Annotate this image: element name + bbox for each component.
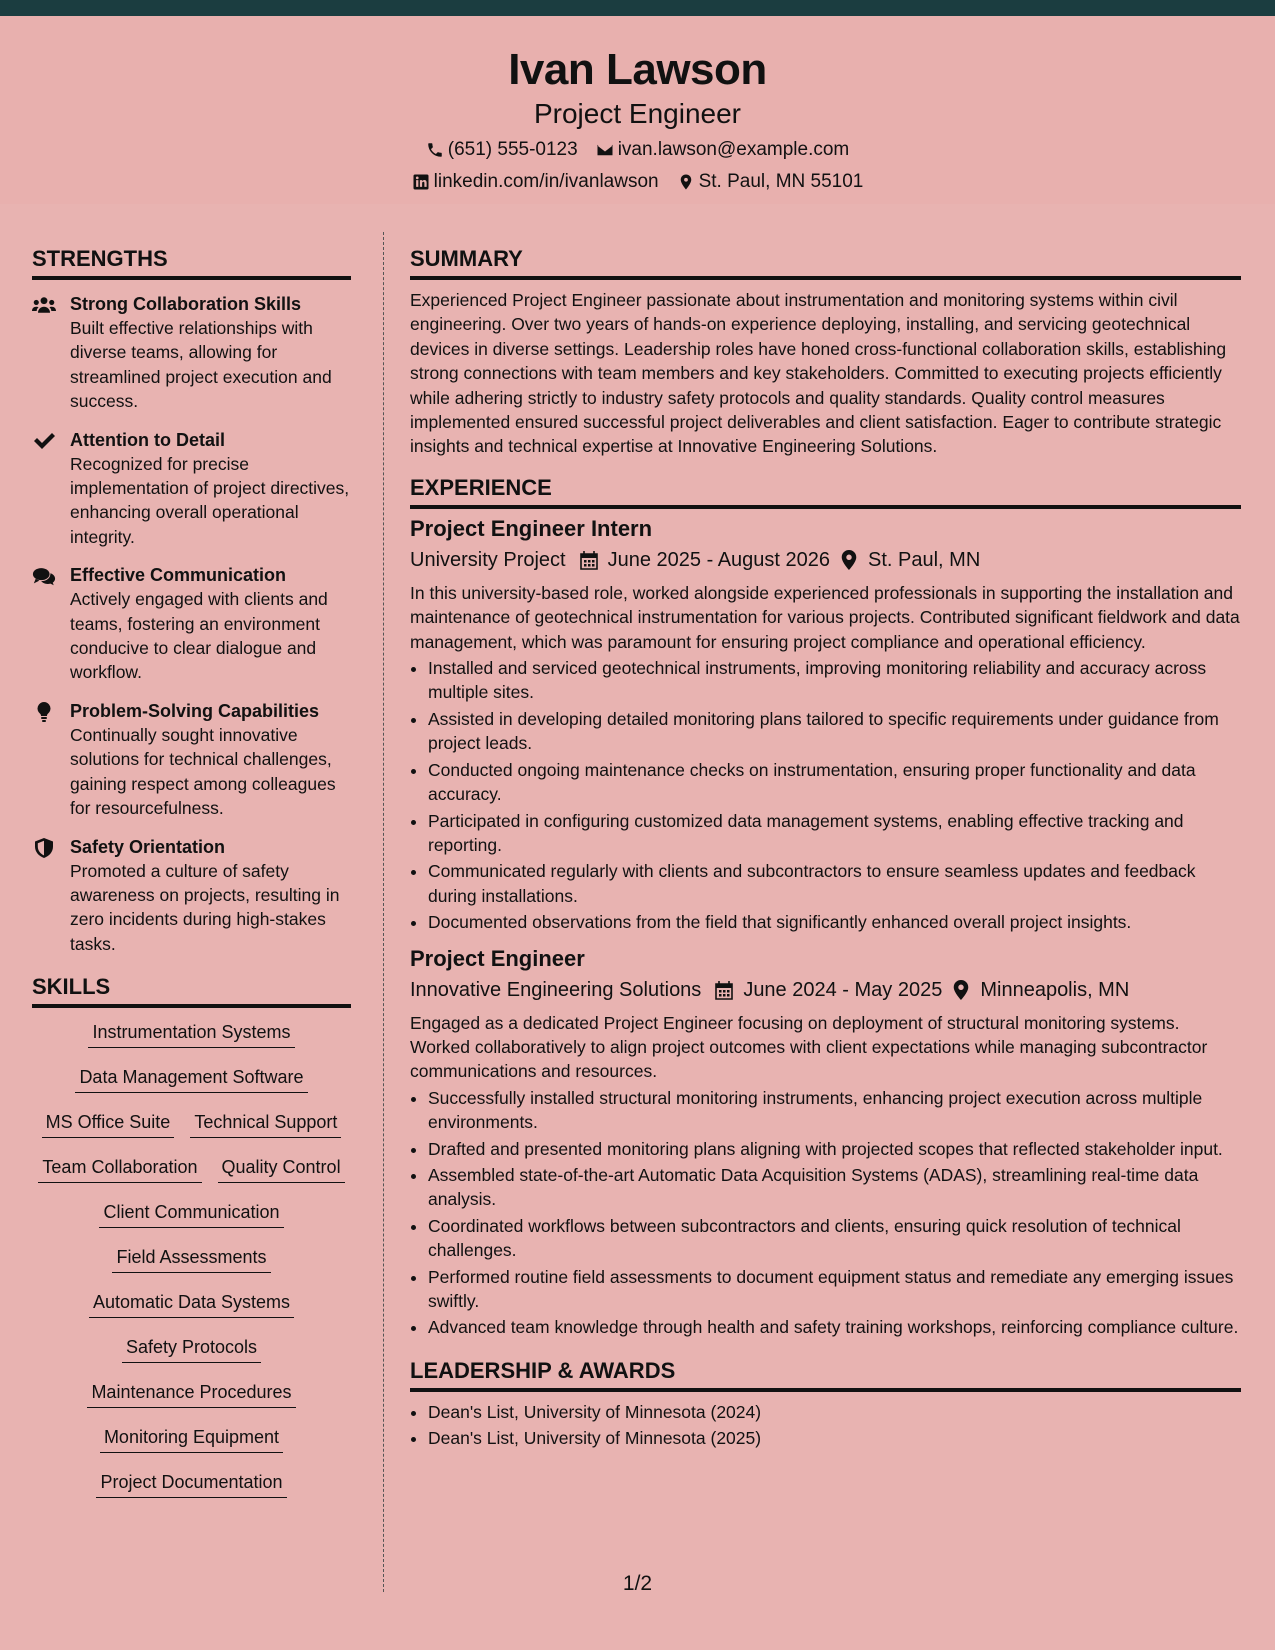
job-title: Project Engineer Intern	[410, 515, 653, 541]
map-pin-icon	[677, 173, 695, 191]
list-item: • Advanced team knowledge through health and safety training workshops, reinforcing compliance culture.	[428, 1315, 1241, 1339]
strength-title: Strong Collaboration Skills	[70, 294, 302, 314]
list-item: • Drafted and presented monitoring plans aligning with projected scopes that reflected stakeholder input.	[428, 1137, 1241, 1161]
strength-title: Problem-Solving Capabilities	[70, 700, 320, 721]
list-item: • Assembled state-of-the-art Automatic Data Acquisition Systems (ADAS), streamlining real-time data analysis.	[428, 1163, 1241, 1212]
skill-tag: MS Office Suite	[42, 1110, 175, 1138]
skills-row	[32, 1470, 351, 1515]
strength-item	[32, 835, 351, 957]
job-dates: June 2025 - August 2026	[607, 548, 831, 571]
job-location: St. Paul, MN	[868, 548, 981, 571]
calendar-icon	[580, 550, 598, 570]
skills-row	[32, 1200, 351, 1245]
location-contact	[677, 168, 864, 196]
skills-list	[32, 1020, 351, 1515]
strength-desc: Recognized for precise implementation of project directives, enhancing overall operational integrity.	[70, 453, 350, 547]
shield-icon	[32, 838, 56, 858]
contact-row-2	[0, 168, 1275, 196]
skill-tag: Quality Control	[218, 1155, 345, 1183]
comments-icon	[32, 566, 56, 586]
email-contact[interactable]	[596, 136, 850, 164]
envelope-icon	[596, 141, 614, 159]
strength-title: Safety Orientation	[70, 836, 226, 857]
list-item: • Dean's List, University of Minnesota (2025)	[428, 1426, 1241, 1450]
skills-row	[32, 1425, 351, 1470]
skills-row	[32, 1380, 351, 1425]
strength-item	[32, 699, 351, 821]
phone-icon	[426, 141, 444, 159]
resume-header	[0, 16, 1275, 204]
strength-desc: Continually sought innovative solutions for technical challenges, gaining respect among colleagues for resourcefulness.	[70, 724, 336, 819]
strength-desc: Actively engaged with clients and teams, fostering an environment conducive to clear dialogue and workflow.	[70, 589, 328, 683]
phone-contact	[426, 136, 578, 164]
skills-row	[32, 1110, 351, 1155]
strength-item	[32, 428, 351, 550]
awards-list	[410, 1400, 1241, 1451]
linkedin-text: linkedin.com/in/ivanlawson	[433, 171, 659, 192]
job-meta	[410, 545, 1241, 575]
list-item: • Installed and serviced geotechnical instruments, improving monitoring reliability and accuracy across multiple sites.	[428, 656, 1241, 705]
linkedin-icon	[412, 173, 430, 191]
list-item: • Communicated regularly with clients and subcontractors to ensure seamless updates and feedback during installations.	[428, 859, 1241, 908]
list-item: • Assisted in developing detailed monitoring plans tailored to specific requirements under guidance from project leads.	[428, 707, 1241, 756]
strength-item	[32, 292, 351, 414]
candidate-role: Project Engineer	[533, 98, 741, 129]
skill-tag: Automatic Data Systems	[89, 1290, 294, 1318]
skill-tag: Data Management Software	[75, 1065, 307, 1093]
users-icon	[32, 295, 56, 315]
job-meta	[410, 975, 1241, 1005]
skill-tag: Project Documentation	[96, 1470, 286, 1498]
phone-text: (651) 555-0123	[447, 139, 578, 160]
skills-row	[32, 1245, 351, 1290]
job-bullets	[410, 656, 1241, 934]
top-bar	[0, 0, 1275, 16]
job-location: Minneapolis, MN	[980, 978, 1130, 1001]
check-icon	[32, 431, 56, 451]
skills-row	[32, 1065, 351, 1110]
job-entry	[410, 515, 1241, 935]
skills-row	[32, 1335, 351, 1380]
skills-row	[32, 1290, 351, 1335]
map-pin-icon	[840, 550, 858, 570]
skills-row	[32, 1020, 351, 1065]
strengths-heading: STRENGTHS	[32, 244, 351, 280]
skill-tag: Monitoring Equipment	[100, 1425, 283, 1453]
strength-title: Attention to Detail	[70, 429, 225, 450]
summary-heading: SUMMARY	[410, 244, 1241, 280]
skill-tag: Team Collaboration	[38, 1155, 201, 1183]
strength-title: Effective Communication	[70, 565, 287, 586]
job-org: Innovative Engineering Solutions	[410, 978, 702, 1001]
skill-tag: Maintenance Procedures	[87, 1380, 295, 1408]
skills-row	[32, 1155, 351, 1200]
email-text: ivan.lawson@example.com	[617, 139, 850, 160]
job-title: Project Engineer	[410, 945, 585, 971]
strength-desc: Built effective relationships with diverse teams, allowing for streamlined project execution and success.	[70, 318, 332, 412]
linkedin-contact[interactable]	[412, 168, 659, 196]
awards-heading: LEADERSHIP & AWARDS	[410, 1356, 1241, 1392]
left-column	[32, 244, 351, 1515]
skill-tag: Field Assessments	[112, 1245, 270, 1273]
strength-item	[32, 563, 351, 685]
list-item: • Participated in configuring customized data management systems, enabling effective tracking and reporting.	[428, 809, 1241, 858]
right-column	[410, 244, 1241, 1453]
strength-desc: Promoted a culture of safety awareness on projects, resulting in zero incidents during high-stakes tasks.	[70, 860, 340, 954]
job-org: University Project	[410, 548, 566, 571]
list-item: • Dean's List, University of Minnesota (2024)	[428, 1400, 1241, 1424]
job-description: In this university-based role, worked alongside experienced professionals in supporting the installation and maintenance of geotechnical instrumentation for various projects. Contributed significant fieldwork and data management, which was paramount for ensuring project compliance and operational efficiency.	[410, 582, 1240, 652]
lightbulb-icon	[32, 702, 56, 722]
location-text: St. Paul, MN 55101	[698, 171, 864, 192]
job-bullets	[410, 1086, 1241, 1340]
list-item: • Performed routine field assessments to document equipment status and remediate any emerging issues swiftly.	[428, 1265, 1241, 1314]
candidate-name: Ivan Lawson	[508, 45, 767, 94]
list-item: • Conducted ongoing maintenance checks on instrumentation, ensuring proper functionality and data accuracy.	[428, 758, 1241, 807]
skill-tag: Safety Protocols	[122, 1335, 261, 1363]
summary-text: Experienced Project Engineer passionate about instrumentation and monitoring systems within civil engineering. Over two years of hands-on experience deploying, installing, and servicing geotechnical devices in diverse settings. Leadership roles have honed cross-functional collaboration skills, establishing strong connections with team members and key stakeholders. Committed to executing projects efficiently while adhering strictly to industry safety protocols and quality standards. Quality control measures implemented ensured successful project deliverables and client satisfaction. Eager to contribute strategic insights and technical expertise at Innovative Engineering Solutions.	[410, 290, 1227, 457]
experience-heading: EXPERIENCE	[410, 473, 1241, 509]
page-number: 1/2	[622, 1572, 653, 1595]
job-entry	[410, 945, 1241, 1340]
skill-tag: Client Communication	[99, 1200, 283, 1228]
skill-tag: Technical Support	[190, 1110, 341, 1138]
skill-tag: Instrumentation Systems	[88, 1020, 294, 1048]
job-description: Engaged as a dedicated Project Engineer focusing on deployment of structural monitoring systems. Worked collaboratively to align project outcomes with client expectations while managing subcontractor communications and resources.	[410, 1012, 1208, 1082]
list-item: • Successfully installed structural monitoring instruments, enhancing project execution across multiple environments.	[428, 1086, 1241, 1135]
job-dates: June 2024 - May 2025	[743, 978, 943, 1001]
column-divider	[383, 232, 384, 1592]
calendar-icon	[715, 980, 733, 1000]
list-item: • Coordinated workflows between subcontractors and clients, ensuring quick resolution of technical challenges.	[428, 1214, 1241, 1263]
map-pin-icon	[952, 980, 970, 1000]
contact-row-1	[0, 136, 1275, 164]
skills-heading: SKILLS	[32, 972, 351, 1008]
list-item: • Documented observations from the field that significantly enhanced overall project insights.	[428, 910, 1241, 934]
